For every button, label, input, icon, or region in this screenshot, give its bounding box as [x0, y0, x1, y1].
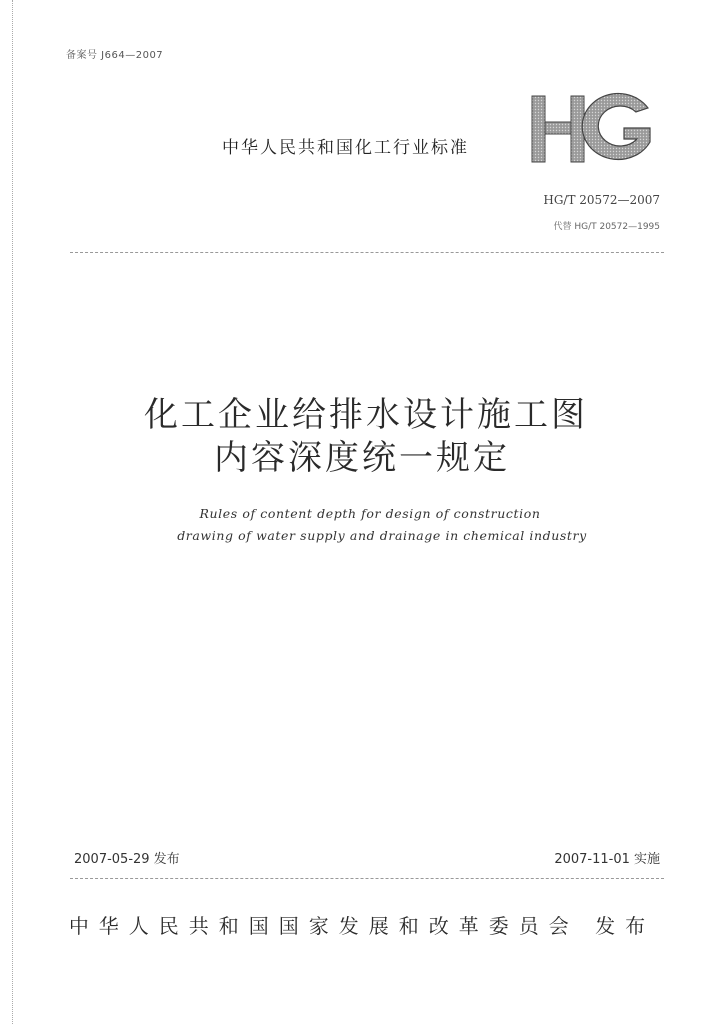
implementation-date: 2007-11-01 实施	[554, 852, 660, 867]
hg-logo	[528, 90, 660, 168]
replaced-standard: 代替 HG/T 20572—1995	[553, 222, 660, 232]
title-chinese-line-2: 内容深度统一规定	[214, 438, 510, 478]
issuing-authority: 中华人民共和国国家发展和改革委员会 发布	[68, 914, 656, 938]
standard-category: 中华人民共和国化工行业标准	[222, 138, 469, 158]
record-number: 备案号 J664—2007	[66, 50, 164, 61]
title-english-line-1: Rules of content depth for design of construction	[199, 506, 541, 521]
title-english-line-2: drawing of water supply and drainage in chemical industry	[177, 528, 587, 543]
title-chinese-line-1: 化工企业给排水设计施工图	[144, 395, 588, 435]
issue-date: 2007-05-29 发布	[74, 852, 180, 867]
footer-divider	[70, 878, 664, 879]
header-divider	[70, 252, 664, 253]
standard-number: HG/T 20572—2007	[543, 193, 660, 207]
